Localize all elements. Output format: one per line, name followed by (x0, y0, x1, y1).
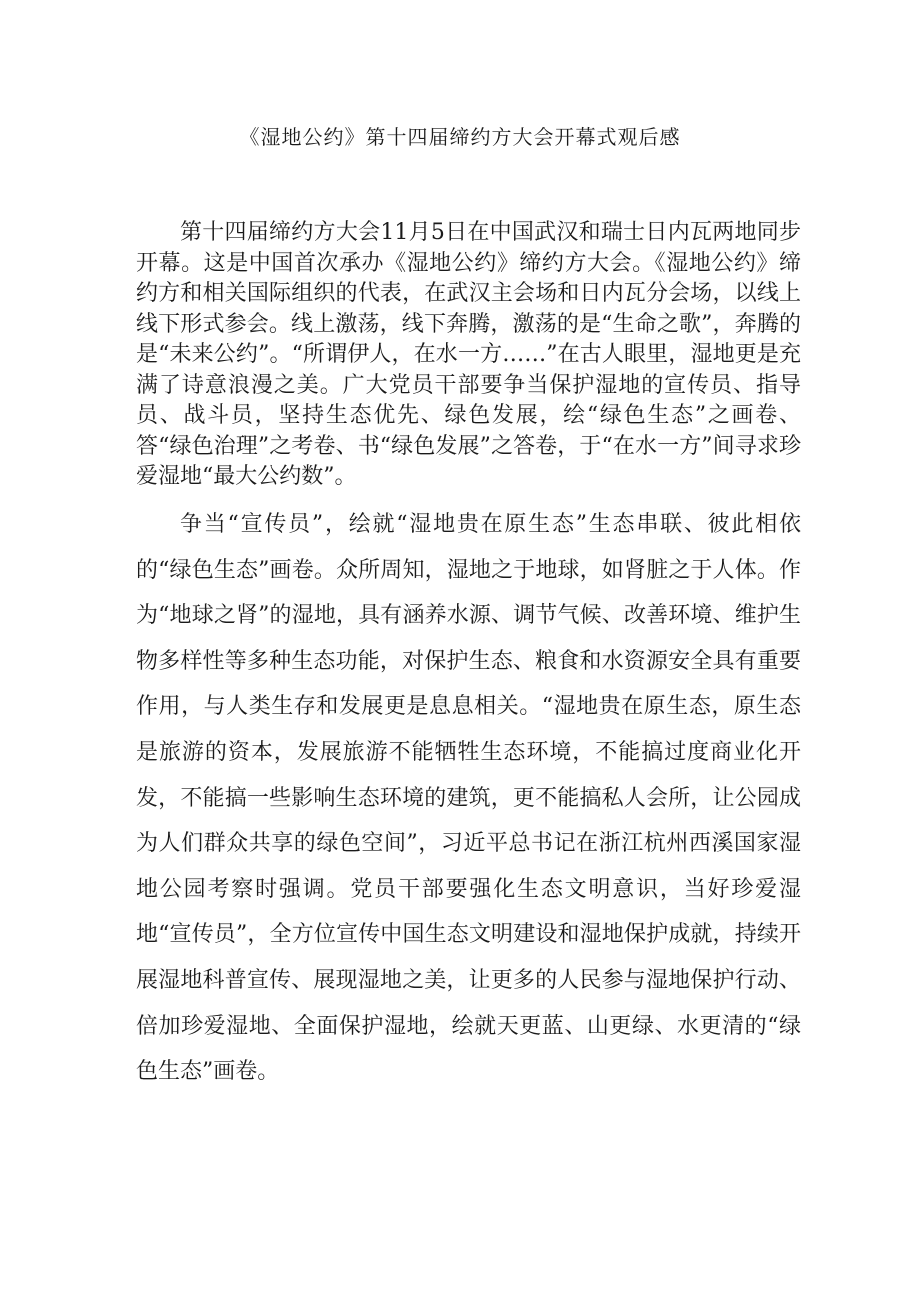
paragraph-intro: 第十四届缔约方大会11月5日在中国武汉和瑞士日内瓦两地同步开幕。这是中国首次承办《湿地公约》缔约方大会。《湿地公约》缔约方和相关国际组织的代表，在武汉主会场和日内瓦分会场，以线上线下形式参会。线上激荡，线下奔腾，激荡的是“生命之歌”，奔腾的是“未来公约”。“所谓伊人，在水一方……”在古人眼里，湿地更是充满了诗意浪漫之美。广大党员干部要争当保护湿地的宣传员、指导员、战斗员，坚持生态优先、绿色发展，绘“绿色生态”之画卷、答“绿色治理”之考卷、书“绿色发展”之答卷，于“在水一方”间寻求珍爱湿地“最大公约数”。 (136, 220, 801, 489)
paragraph-publicist: 争当“宣传员”，绘就“湿地贵在原生态”生态串联、彼此相依的“绿色生态”画卷。众所周知，湿地之于地球，如肾脏之于人体。作为“地球之肾”的湿地，具有涵养水源、调节气候、改善环境、维护生物多样性等多种生态功能，对保护生态、粮食和水资源安全具有重要作用，与人类生存和发展更是息息相关。“湿地贵在原生态，原生态是旅游的资本，发展旅游不能牺牲生态环境，不能搞过度商业化开发，不能搞一些影响生态环境的建筑，更不能搞私人会所，让公园成为人们群众共享的绿色空间”，习近平总书记在浙江杭州西溪国家湿地公园考察时强调。党员干部要强化生态文明意识，当好珍爱湿地“宣传员”，全方位宣传中国生态文明建设和湿地保护成就，持续开展湿地科普宣传、展现湿地之美，让更多的人民参与湿地保护行动、倍加珍爱湿地、全面保护湿地，绘就天更蓝、山更绿、水更清的“绿色生态”画卷。 (136, 512, 801, 1085)
document-title: 《湿地公约》第十四届缔约方大会开幕式观后感 (239, 125, 681, 149)
